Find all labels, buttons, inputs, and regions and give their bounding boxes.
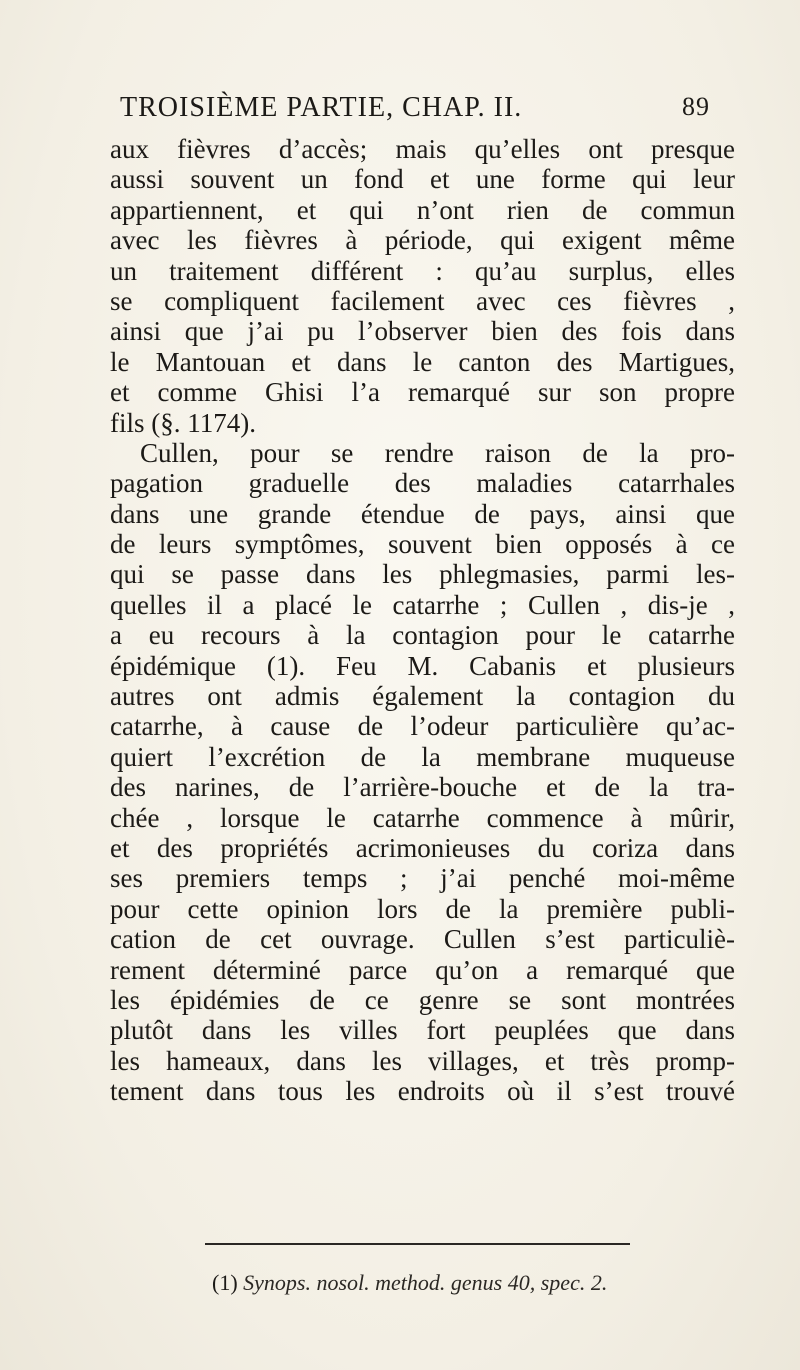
running-head bbox=[120, 92, 710, 132]
text-line: qui se passe dans les phlegmasies, parmi les- bbox=[110, 559, 735, 590]
text-line: le Mantouan et dans le canton des Martigues, bbox=[110, 346, 735, 377]
text-line: pagation graduelle des maladies catarrhales bbox=[110, 468, 735, 499]
text-line: épidémique (1). Feu M. Cabanis et plusieurs bbox=[110, 650, 735, 681]
text-line: tement dans tous les endroits où il s’est trouvé bbox=[110, 1076, 735, 1107]
text-line: dans une grande étendue de pays, ainsi que bbox=[110, 498, 735, 529]
text-line: les épidémies de ce genre se sont montrées bbox=[110, 984, 735, 1015]
text-line: un traitement différent : qu’au surplus, elles bbox=[110, 255, 735, 286]
footnote-text: Synops. nosol. method. genus 40, spec. 2. bbox=[243, 1270, 608, 1295]
text-line: et comme Ghisi l’a remarqué sur son propre bbox=[110, 377, 735, 408]
text-line: pour cette opinion lors de la première publi- bbox=[110, 893, 735, 924]
text-line: catarrhe, à cause de l’odeur particulière qu’ac- bbox=[110, 711, 735, 742]
text-line: appartiennent, et qui n’ont rien de commun bbox=[110, 194, 735, 225]
text-line: chée , lorsque le catarrhe commence à mûrir, bbox=[110, 802, 735, 833]
footnote bbox=[212, 1270, 732, 1296]
text-line: et des propriétés acrimonieuses du coriza dans bbox=[110, 832, 735, 863]
running-head-title: TROISIÈME PARTIE, CHAP. II. bbox=[120, 92, 523, 123]
text-line: avec les fièvres à période, qui exigent même bbox=[110, 225, 735, 256]
text-line: de leurs symptômes, souvent bien opposés à ce bbox=[110, 529, 735, 560]
text-line: fils (§. 1174). bbox=[110, 407, 256, 438]
text-line: les hameaux, dans les villages, et très promp- bbox=[110, 1045, 735, 1076]
body-text bbox=[110, 134, 735, 1107]
footnote-divider bbox=[205, 1243, 630, 1245]
text-line: cation de cet ouvrage. Cullen s’est particuliè- bbox=[110, 924, 735, 955]
text-line: Cullen, pour se rendre raison de la pro- bbox=[140, 437, 735, 468]
text-line: ses premiers temps ; j’ai penché moi-même bbox=[110, 863, 735, 894]
text-line: a eu recours à la contagion pour le catarrhe bbox=[110, 620, 735, 651]
text-line: aussi souvent un fond et une forme qui leur bbox=[110, 164, 735, 195]
text-line: quelles il a placé le catarrhe ; Cullen , dis-je , bbox=[110, 589, 735, 620]
text-line: quiert l’excrétion de la membrane muqueuse bbox=[110, 741, 735, 772]
text-line: des narines, de l’arrière-bouche et de la tra- bbox=[110, 772, 735, 803]
text-line: rement déterminé parce qu’on a remarqué que bbox=[110, 954, 735, 985]
text-line: autres ont admis également la contagion du bbox=[110, 681, 735, 712]
text-line: ainsi que j’ai pu l’observer bien des fois dans bbox=[110, 316, 735, 347]
page-number: 89 bbox=[682, 92, 710, 121]
footnote-marker: (1) bbox=[212, 1270, 238, 1295]
text-line: aux fièvres d’accès; mais qu’elles ont presque bbox=[110, 134, 735, 164]
text-line: se compliquent facilement avec ces fièvres , bbox=[110, 285, 735, 316]
text-line: plutôt dans les villes fort peuplées que dans bbox=[110, 1015, 735, 1046]
